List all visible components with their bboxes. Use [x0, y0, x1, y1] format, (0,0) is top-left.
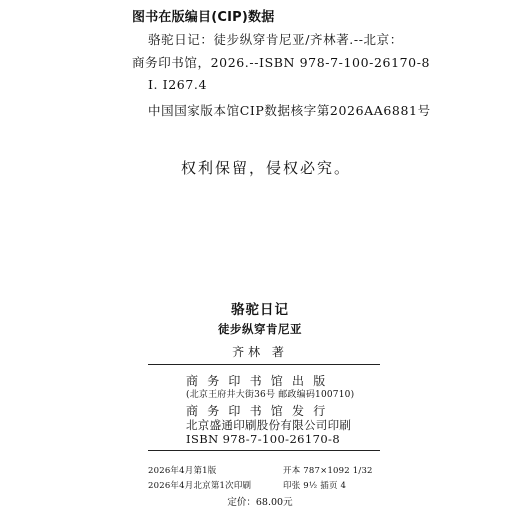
- divider-bottom: [148, 450, 380, 451]
- publisher-address: (北京王府井大街36号 邮政编码100710): [186, 390, 355, 400]
- rights-notice: 权利保留，侵权必究。: [181, 159, 352, 177]
- printer-line: 北京盛通印刷股份有限公司印刷: [186, 418, 352, 432]
- format-info: 开本 787×1092 1/32: [283, 466, 373, 476]
- distributor-line: 商务印书馆发行: [186, 404, 335, 418]
- isbn-line: ISBN 978-7-100-26170-8: [186, 432, 341, 446]
- edition-info: 2026年4月第1版: [148, 466, 217, 476]
- divider-top: [148, 364, 380, 365]
- book-author: 齐林 著: [232, 345, 288, 359]
- cip-heading: 图书在版编目(CIP)数据: [132, 10, 275, 25]
- printing-info: 2026年4月北京第1次印刷: [148, 481, 252, 491]
- sheets-info: 印张 9½ 插页 4: [283, 481, 347, 491]
- cip-publisher-line: 商务印书馆，2026.--ISBN 978-7-100-26170-8: [132, 55, 431, 70]
- cip-record-number: 中国国家版本馆CIP数据核字第2026AA6881号: [148, 103, 431, 118]
- cip-title-line: 骆驼日记：徒步纵穿肯尼亚/齐林著.--北京：: [148, 32, 403, 47]
- cip-classification: Ⅰ. I267.4: [148, 77, 208, 92]
- book-title: 骆驼日记: [231, 302, 289, 318]
- book-subtitle: 徒步纵穿肯尼亚: [218, 322, 302, 336]
- publisher-line: 商务印书馆出版: [186, 374, 335, 388]
- price-line: 定价：68.00元: [227, 497, 293, 508]
